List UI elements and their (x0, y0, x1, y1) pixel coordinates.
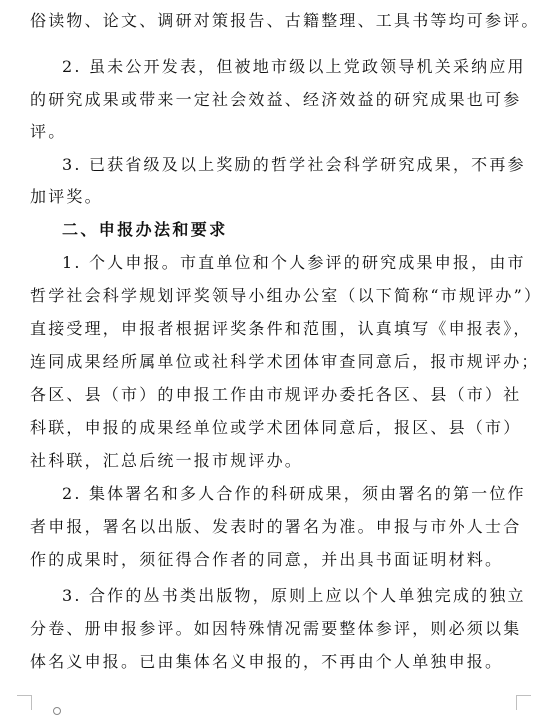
text-line: 社科联，汇总后统一报市规评办。 (30, 451, 304, 470)
text-line: 作的成果时，须征得合作者的同意，并出具书面证明材料。 (30, 550, 504, 569)
text-line: 各区、县（市）的申报工作由市规评办委托各区、县（市）社 (30, 385, 522, 404)
text-line: 科联，申报的成果经单位或学术团体同意后，报区、县（市） (30, 418, 522, 437)
text-line: 俗读物、论文、调研对策报告、古籍整理、工具书等均可参评。 (30, 11, 540, 30)
text-line: 3. 合作的丛书类出版物，原则上应以个人单独完成的独立 (62, 586, 526, 605)
text-line: 评。 (30, 122, 67, 141)
text-line: 的研究成果或带来一定社会效益、经济效益的研究成果也可参 (30, 90, 522, 109)
text-line: 3. 已获省级及以上奖励的哲学社会科学研究成果，不再参 (62, 155, 526, 174)
margin-corner-mark (516, 695, 531, 710)
text-line: 分卷、册申报参评。如因特殊情况需要整体参评，则必须以集 (30, 619, 522, 638)
text-line: 连同成果经所属单位或社科学术团体审查同意后，报市规评办； (30, 352, 540, 371)
margin-corner-mark (17, 695, 32, 710)
text-line: 直接受理，申报者根据评奖条件和范围，认真填写《申报表》， (30, 319, 532, 338)
paragraph-mark-icon (53, 707, 61, 715)
text-line: 者申报，署名以出版、发表时的署名为准。申报与市外人士合 (30, 517, 522, 536)
text-line: 哲学社会科学规划评奖领导小组办公室（以下简称“市规评办”） (30, 286, 543, 305)
text-line: 体名义申报。已由集体名义申报的，不再由个人单独申报。 (30, 652, 504, 671)
text-line: 1. 个人申报。市直单位和个人参评的研究成果申报，由市 (62, 253, 526, 272)
text-line: 2. 集体署名和多人合作的科研成果，须由署名的第一位作 (62, 484, 526, 503)
section-heading: 二、申报办法和要求 (62, 220, 228, 239)
text-line: 加评奖。 (30, 187, 103, 206)
text-line: 2. 虽未公开发表，但被地市级以上党政领导机关采纳应用 (62, 57, 526, 76)
